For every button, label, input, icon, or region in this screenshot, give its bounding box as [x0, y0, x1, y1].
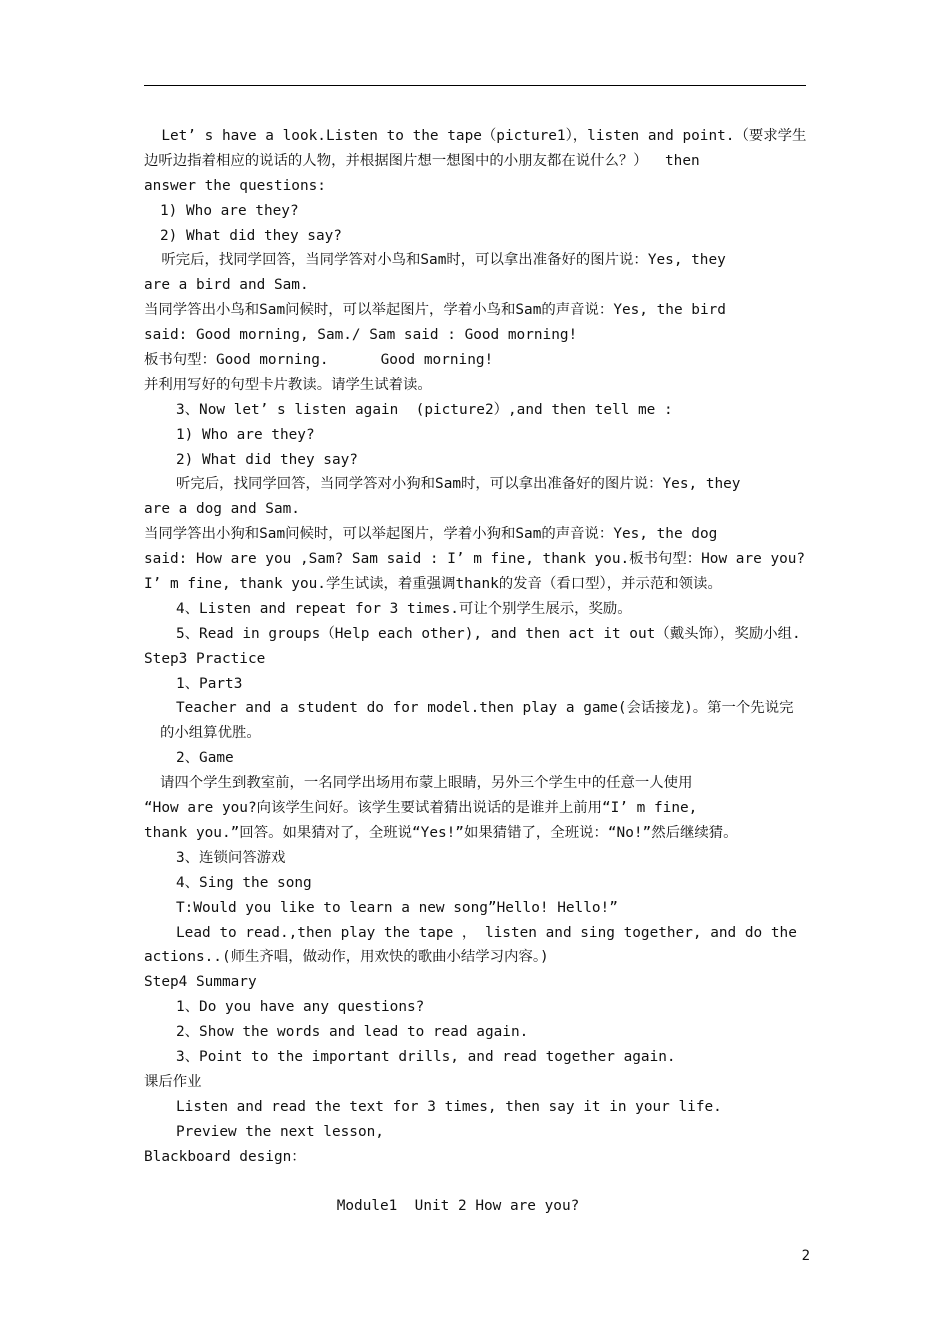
- section-heading: Step4 Summary: [144, 974, 257, 991]
- step-item: 3、Point to the important drills, and read together again.: [176, 1048, 676, 1065]
- step-item: 1、Part3: [176, 675, 243, 692]
- paragraph-line: are a dog and Sam.: [144, 501, 300, 518]
- paragraph-line: Listen and read the text for 3 times, then say it in your life.: [176, 1098, 722, 1115]
- paragraph-line: Let’ s have a look.Listen to the tape（picture1），listen and point.（要求学生: [144, 128, 807, 144]
- question-item: 1) Who are they?: [176, 426, 315, 443]
- paragraph-line: Teacher and a student do for model.then play a game(会话接龙)。第一个先说完: [176, 700, 794, 717]
- step-item: 2、Show the words and lead to read again.: [176, 1024, 529, 1041]
- paragraph-line: I’ m fine, thank you.学生试读，着重强调thank的发音（看口型），并示范和领读。: [144, 576, 722, 593]
- paragraph-line: 板书句型：Good morning. Good morning!: [144, 352, 494, 369]
- question-item: 1) Who are they?: [160, 202, 299, 219]
- header-rule: [144, 85, 806, 86]
- paragraph-line: are a bird and Sam.: [144, 277, 309, 294]
- step-item: 1、Do you have any questions?: [176, 999, 425, 1016]
- paragraph-line: actions..(师生齐唱，做动作，用欢快的歌曲小结学习内容。): [144, 949, 549, 966]
- paragraph-line: 听完后，找同学回答，当同学答对小鸟和Sam时，可以拿出准备好的图片说：Yes, they: [144, 252, 726, 269]
- step-item: 4、Listen and repeat for 3 times.可让个别学生展示，奖励。: [176, 600, 632, 617]
- document-body: [144, 124, 812, 1219]
- paragraph-line: T:Would you like to learn a new song”Hello! Hello!”: [176, 899, 618, 916]
- paragraph-line: 并利用写好的句型卡片教读。请学生试着读。: [144, 376, 432, 393]
- question-item: 2) What did they say?: [176, 451, 358, 468]
- paragraph-line: thank you.”回答。如果猜对了，全班说“Yes!”如果猜错了，全班说：“No!”然后继续猜。: [144, 824, 738, 841]
- section-heading: Step3 Practice: [144, 650, 266, 667]
- paragraph-line: answer the questions:: [144, 177, 326, 194]
- paragraph-line: said: How are you ,Sam? Sam said : I’ m fine, thank you.板书句型：How are you?: [144, 551, 806, 568]
- paragraph-line: Preview the next lesson,: [176, 1123, 384, 1140]
- paragraph-line: 听完后，找同学回答，当同学答对小狗和Sam时，可以拿出准备好的图片说：Yes, they: [176, 476, 741, 493]
- paragraph-line: Lead to read.,then play the tape ， listen and sing together, and do the: [176, 924, 797, 941]
- page-number: 2: [801, 1248, 810, 1264]
- paragraph-line: 当同学答出小狗和Sam问候时，可以举起图片，学着小狗和Sam的声音说：Yes, the dog: [144, 526, 718, 543]
- blank-line: [144, 1169, 812, 1194]
- step-item: 3、连锁问答游戏: [176, 849, 286, 866]
- section-heading: 课后作业: [144, 1073, 202, 1090]
- question-item: 2) What did they say?: [160, 227, 342, 244]
- step-item: 3、Now let’ s listen again (picture2）,and then tell me :: [176, 401, 673, 418]
- step-item: 4、Sing the song: [176, 874, 312, 891]
- blackboard-title: Module1 Unit 2 How are you?: [336, 1198, 580, 1215]
- paragraph-line: 边听边指着相应的说话的人物，并根据图片想一想图中的小朋友都在说什么？） then: [144, 152, 700, 169]
- paragraph-line: “How are you?向该学生问好。该学生要试着猜出说话的是谁并上前用“I’ m fine,: [144, 800, 698, 817]
- step-item: 5、Read in groups（Help each other), and then act it out（戴头饰），奖励小组.: [176, 625, 801, 642]
- step-item: 2、Game: [176, 750, 234, 767]
- paragraph-line: said: Good morning, Sam./ Sam said : Good morning!: [144, 327, 578, 344]
- paragraph-line: 请四个学生到教室前，一名同学出场用布蒙上眼睛，另外三个学生中的任意一人使用: [160, 775, 693, 792]
- paragraph-line: 当同学答出小鸟和Sam问候时，可以举起图片，学着小鸟和Sam的声音说：Yes, the bird: [144, 302, 726, 319]
- section-heading: Blackboard design：: [144, 1148, 306, 1165]
- paragraph-line: 的小组算优胜。: [160, 725, 261, 742]
